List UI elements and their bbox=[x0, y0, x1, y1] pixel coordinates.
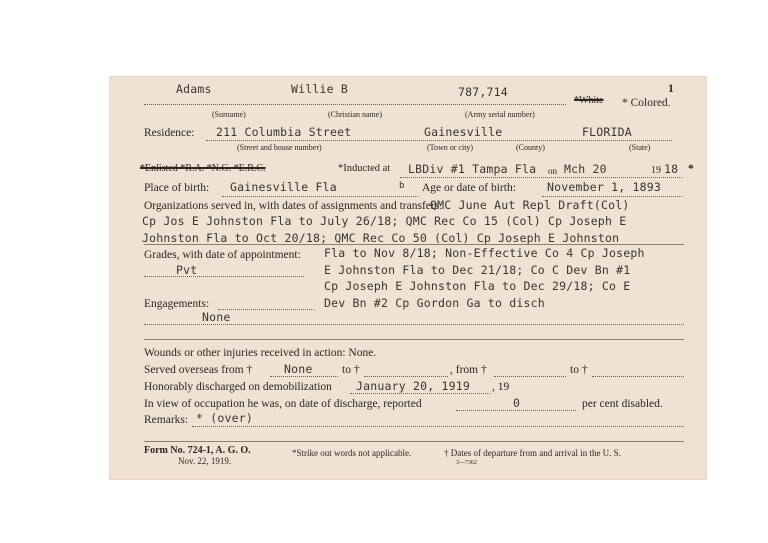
organizations-line-3: Johnston Fla to Oct 20/18; QMC Rec Co 50 (Col) Cp Joseph E Johnston bbox=[142, 231, 620, 245]
overseas-to2-line bbox=[592, 376, 684, 377]
enlisted-struck: *Enlisted *R.A. *N.G. *E.R.C. bbox=[140, 163, 266, 174]
inducted-place: LBDiv #1 Tampa Fla bbox=[408, 162, 537, 176]
surname-value: Adams bbox=[176, 82, 212, 96]
overseas-from: None bbox=[284, 362, 313, 376]
christian-name-value: Willie B bbox=[291, 82, 348, 96]
birth-place: Gainesville Fla bbox=[230, 180, 337, 194]
remarks-value: * (over) bbox=[196, 411, 253, 425]
grade-value: Pvt bbox=[176, 263, 198, 277]
bottom-rule bbox=[144, 441, 684, 442]
county-label: (County) bbox=[516, 143, 545, 152]
form-date: Nov. 22, 1919. bbox=[178, 456, 232, 466]
race-value: * Colored. bbox=[622, 97, 671, 109]
induction-line bbox=[400, 177, 682, 178]
remarks-label: Remarks: bbox=[144, 414, 189, 426]
organizations-rule bbox=[144, 244, 684, 245]
serial-number-value: 787,714 bbox=[458, 85, 508, 99]
residence-street: 211 Columbia Street bbox=[216, 125, 352, 139]
disability-label: In view of occupation he was, on date of discharge, reported bbox=[144, 398, 422, 410]
discharge-date: January 20, 1919 bbox=[356, 379, 470, 393]
inducted-label: *Inducted at bbox=[338, 163, 391, 174]
grades-line-2: E Johnston Fla to Dec 21/18; Co C Dev Bn #1 bbox=[324, 263, 631, 277]
organizations-line-1: QMC June Aut Repl Draft(Col) bbox=[430, 198, 630, 212]
discharge-label: Honorably discharged on demobilization bbox=[144, 381, 332, 393]
discharge-year-suffix: , 19 bbox=[492, 381, 510, 393]
birth-date-line bbox=[542, 196, 682, 197]
strike-note: *Strike out words not applicable. bbox=[292, 448, 412, 458]
engagements-value: None bbox=[202, 310, 231, 324]
state-label: (State) bbox=[629, 143, 651, 152]
residence-state: FLORIDA bbox=[582, 125, 632, 139]
engagements-label: Engagements: bbox=[144, 298, 210, 310]
discharge-line bbox=[350, 393, 490, 394]
age-label: Age or date of birth: bbox=[422, 182, 516, 194]
grades-line-1: Fla to Nov 8/18; Non-Effective Co 4 Cp Joseph bbox=[324, 246, 645, 260]
birth-place-label: Place of birth: bbox=[144, 182, 210, 194]
page-number: 1 bbox=[668, 83, 674, 95]
inducted-date: Mch 20 bbox=[564, 162, 607, 176]
grades-line-3: Cp Joseph E Johnston Fla to Dec 29/18; Co E bbox=[324, 279, 631, 293]
overseas-from2-label: , from † bbox=[450, 364, 487, 376]
residence-city: Gainesville bbox=[424, 125, 503, 139]
race-struck: *White bbox=[574, 95, 604, 106]
engagements-rule bbox=[144, 339, 684, 340]
year-prefix: 19 bbox=[651, 165, 661, 176]
form-number: Form No. 724-1, A. G. O. bbox=[144, 445, 251, 456]
street-label: (Street and house number) bbox=[237, 143, 322, 152]
overseas-to2-label: to † bbox=[570, 364, 588, 376]
engagements-line-2 bbox=[144, 324, 684, 325]
birth-date: November 1, 1893 bbox=[547, 180, 661, 194]
disability-line bbox=[456, 410, 576, 411]
residence-label: Residence: bbox=[144, 127, 195, 139]
service-record-card bbox=[110, 77, 706, 479]
overseas-to-label: to † bbox=[342, 364, 360, 376]
on-label: on bbox=[548, 166, 557, 176]
remarks-line bbox=[192, 426, 684, 427]
induction-star: * bbox=[688, 163, 694, 175]
dagger-note: † Dates of departure from and arrival in the U. S. bbox=[444, 448, 621, 458]
residence-line bbox=[206, 140, 672, 141]
organizations-line-2: Cp Jos E Johnston Fla to July 26/18; QMC Rec Co 15 (Col) Cp Joseph E bbox=[142, 214, 627, 228]
grades-line bbox=[144, 276, 304, 277]
header-line bbox=[144, 104, 566, 105]
overseas-from-line bbox=[270, 376, 338, 377]
birth-mark: b bbox=[399, 181, 405, 191]
inducted-year: 18 bbox=[664, 162, 679, 176]
overseas-to-line bbox=[364, 376, 448, 377]
disability-value: 0 bbox=[513, 396, 521, 410]
surname-label: (Surname) bbox=[212, 110, 246, 119]
wounds-text: Wounds or other injuries received in action: None. bbox=[144, 347, 377, 359]
disability-suffix: per cent disabled. bbox=[582, 398, 663, 410]
birth-place-line bbox=[222, 196, 418, 197]
grades-label: Grades, with date of appointment: bbox=[144, 249, 301, 261]
organizations-label: Organizations served in, with dates of assignments and transfers: bbox=[144, 200, 443, 212]
serial-number-label: (Army serial number) bbox=[465, 110, 535, 119]
city-label: (Town or city) bbox=[427, 143, 474, 152]
engagements-line-1: Dev Bn #2 Cp Gordon Ga to disch bbox=[324, 296, 545, 310]
engagements-line bbox=[218, 309, 314, 310]
overseas-from2-line bbox=[494, 376, 566, 377]
overseas-label: Served overseas from † bbox=[144, 364, 253, 376]
christian-name-label: (Christian name) bbox=[328, 110, 382, 119]
print-code: 3—7362 bbox=[456, 460, 477, 466]
